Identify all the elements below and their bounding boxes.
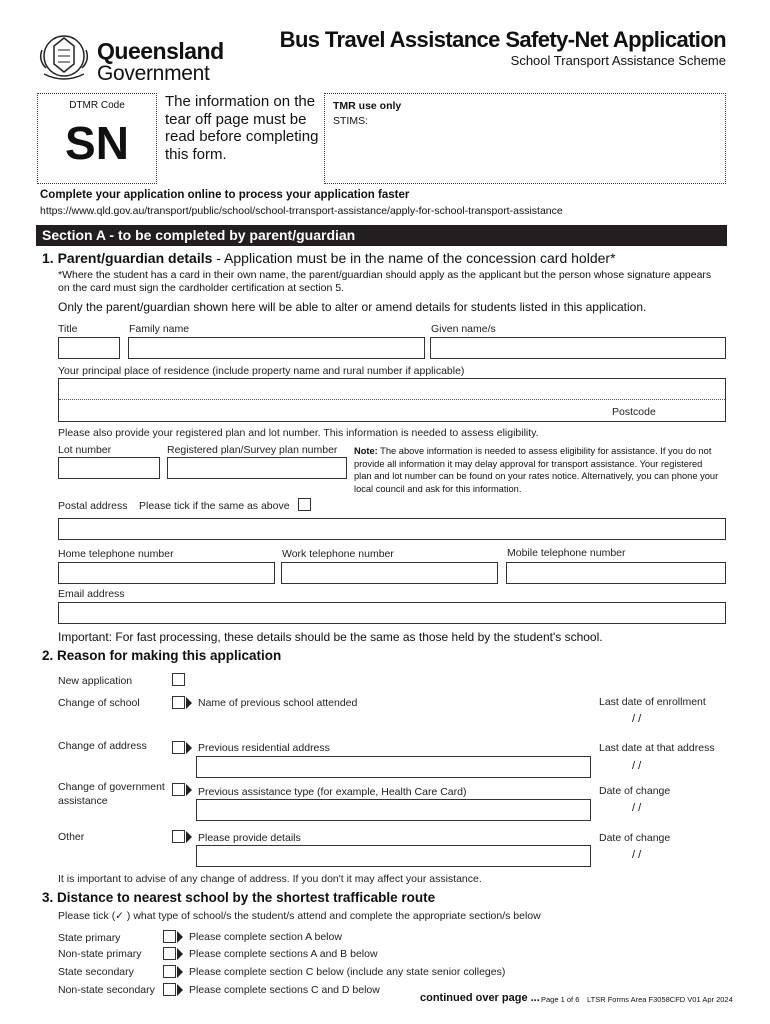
- last-enrolment-date[interactable]: / /: [632, 713, 642, 725]
- postal-address-label: Postal address: [58, 500, 128, 512]
- new-application-label: New application: [58, 675, 133, 687]
- lot-number-field[interactable]: [58, 457, 160, 479]
- family-name-field[interactable]: [128, 337, 425, 359]
- info-note: The information on the tear off page must be read before completing this form.: [165, 93, 319, 163]
- plan-intro: Please also provide your registered plan and lot number. This information is needed to assess eligibility.: [58, 427, 539, 439]
- school-type-arrow-icon: [177, 931, 183, 943]
- form-title: Bus Travel Assistance Safety-Net Application: [279, 27, 726, 52]
- dtmr-code-label: DTMR Code: [69, 100, 125, 111]
- school-type-instruction: Please complete section C below (include any state senior colleges): [189, 966, 506, 978]
- q1-note: *Where the student has a card in their own name, the parent/guardian should apply as the applicant but the person whose signature appears on the card must sign the cardholder certification at section 5.: [58, 269, 712, 294]
- new-application-checkbox[interactable]: [172, 673, 185, 686]
- last-date-address-date[interactable]: / /: [632, 760, 642, 772]
- advise-note: It is important to advise of any change of address. If you don't it may affect your assistance.: [58, 873, 482, 885]
- school-type-arrow-icon: [177, 984, 183, 996]
- school-type-label: Non-state primary: [58, 948, 142, 960]
- change-address-label: Change of address: [58, 740, 147, 752]
- plan-note-text: The above information is needed to assess eligibility for assistance. If you do not provide all information it may delay approval for transport assistance. Your registered plan and lot number can be found on your rates notice. Alternatively, you can phone your local council and ask for this information.: [354, 446, 719, 494]
- stims-label: STIMS:: [333, 115, 369, 127]
- date-change-label: Date of change: [599, 785, 671, 797]
- q1-heading: [42, 250, 616, 266]
- previous-address-label: Previous residential address: [198, 742, 330, 754]
- mobile-telephone-label: Mobile telephone number: [507, 547, 626, 559]
- other-label: Other: [58, 831, 85, 843]
- residence-divider: [59, 399, 725, 400]
- section-a-bar: [36, 225, 727, 246]
- change-gov-arrow-icon: [186, 784, 192, 796]
- tmr-use-box: [324, 93, 726, 184]
- school-type-checkbox[interactable]: [163, 930, 176, 943]
- online-heading: Complete your application online to process your application faster: [40, 189, 410, 201]
- home-telephone-field[interactable]: [58, 562, 275, 584]
- work-telephone-label: Work telephone number: [282, 548, 394, 560]
- school-type-arrow-icon: [177, 966, 183, 978]
- previous-school-field[interactable]: [196, 693, 591, 714]
- postcode-label[interactable]: Postcode: [612, 406, 656, 418]
- important-note: Important: For fast processing, these details should be the same as those held by the student's school.: [58, 630, 603, 644]
- school-type-checkbox[interactable]: [163, 947, 176, 960]
- page-number: Page 1 of 6: [541, 995, 580, 1004]
- plan-number-field[interactable]: [167, 457, 347, 479]
- other-checkbox[interactable]: [172, 830, 185, 843]
- q1-only-note: Only the parent/guardian shown here will be able to alter or amend details for students listed in this application.: [58, 300, 647, 314]
- school-type-checkbox[interactable]: [163, 965, 176, 978]
- q3-tick-instruction: Please tick (✓ ) what type of school/s the student/s attend and complete the appropriate section/s below: [58, 910, 541, 922]
- lot-number-label: Lot number: [58, 444, 112, 456]
- plan-note: [354, 445, 722, 495]
- change-address-checkbox[interactable]: [172, 741, 185, 754]
- previous-assistance-field[interactable]: [196, 799, 591, 821]
- school-type-instruction: Please complete sections C and D below: [189, 984, 380, 996]
- postal-address-field[interactable]: [58, 518, 726, 540]
- qld-crest-logo: [36, 30, 92, 86]
- email-field[interactable]: [58, 602, 726, 624]
- q1-title-rest: - Application must be in the name of the concession card holder*: [212, 250, 616, 266]
- last-date-address-label: Last date at that address: [599, 742, 715, 754]
- change-gov-checkbox[interactable]: [172, 783, 185, 796]
- org-name-line1: Queensland: [97, 38, 224, 64]
- previous-address-field[interactable]: [196, 756, 591, 778]
- dtmr-code-value: SN: [65, 117, 129, 169]
- previous-assistance-label: Previous assistance type (for example, Health Care Card): [198, 786, 467, 798]
- school-type-label: Non-state secondary: [58, 984, 155, 996]
- date-change2-date[interactable]: / /: [632, 849, 642, 861]
- org-name-line2: Government: [97, 62, 210, 85]
- school-type-arrow-icon: [177, 948, 183, 960]
- email-label: Email address: [58, 588, 125, 600]
- section-a-title: Section A - to be completed by parent/guardian: [42, 227, 356, 243]
- change-school-label: Change of school: [58, 697, 140, 709]
- mobile-telephone-field[interactable]: [506, 562, 726, 584]
- change-school-checkbox[interactable]: [172, 696, 185, 709]
- online-url[interactable]: https://www.qld.gov.au/transport/public/school/school-trransport-assistance/apply-for-school-transport-assistance: [40, 205, 563, 217]
- family-name-label: Family name: [129, 323, 190, 335]
- last-enrolment-label: Last date of enrollment: [599, 696, 706, 708]
- provide-details-label: Please provide details: [198, 832, 301, 844]
- school-type-instruction: Please complete section A below: [189, 931, 342, 943]
- work-telephone-field[interactable]: [281, 562, 498, 584]
- school-type-label: State primary: [58, 932, 121, 944]
- q1-title: 1. Parent/guardian details: [42, 250, 213, 266]
- home-telephone-label: Home telephone number: [58, 548, 174, 560]
- q3-title: 3. Distance to nearest school by the shortest trafficable route: [42, 890, 436, 905]
- given-name-label: Given name/s: [431, 323, 496, 335]
- change-address-arrow-icon: [186, 742, 192, 754]
- continued-over-page: continued over page ...: [420, 992, 540, 1004]
- q2-title: 2. Reason for making this application: [42, 648, 282, 663]
- same-as-above-checkbox[interactable]: [298, 498, 311, 511]
- date-change2-label: Date of change: [599, 832, 671, 844]
- previous-school-label: Name of previous school attended: [198, 697, 358, 709]
- form-meta: LTSR Forms Area F3058CFD V01 Apr 2024: [587, 995, 733, 1004]
- change-school-arrow-icon: [186, 697, 192, 709]
- residence-label: Your principal place of residence (include property name and rural number if applicable): [58, 365, 465, 377]
- same-as-above-label: Please tick if the same as above: [139, 500, 290, 512]
- form-subtitle: School Transport Assistance Scheme: [510, 53, 726, 68]
- school-type-checkbox[interactable]: [163, 983, 176, 996]
- provide-details-field[interactable]: [196, 845, 591, 867]
- title-label: Title: [58, 323, 78, 335]
- given-name-field[interactable]: [430, 337, 726, 359]
- tmr-use-title: TMR use only: [333, 100, 402, 112]
- plan-number-label: Registered plan/Survey plan number: [167, 444, 338, 456]
- date-change-date[interactable]: / /: [632, 802, 642, 814]
- plan-note-bold: Note:: [354, 446, 378, 456]
- title-field[interactable]: [58, 337, 120, 359]
- school-type-instruction: Please complete sections A and B below: [189, 948, 378, 960]
- dtmr-code-box: [37, 93, 157, 184]
- other-arrow-icon: [186, 831, 192, 843]
- change-gov-label-2: assistance: [58, 795, 108, 807]
- school-type-label: State secondary: [58, 966, 134, 978]
- change-gov-label-1: Change of government: [58, 781, 165, 793]
